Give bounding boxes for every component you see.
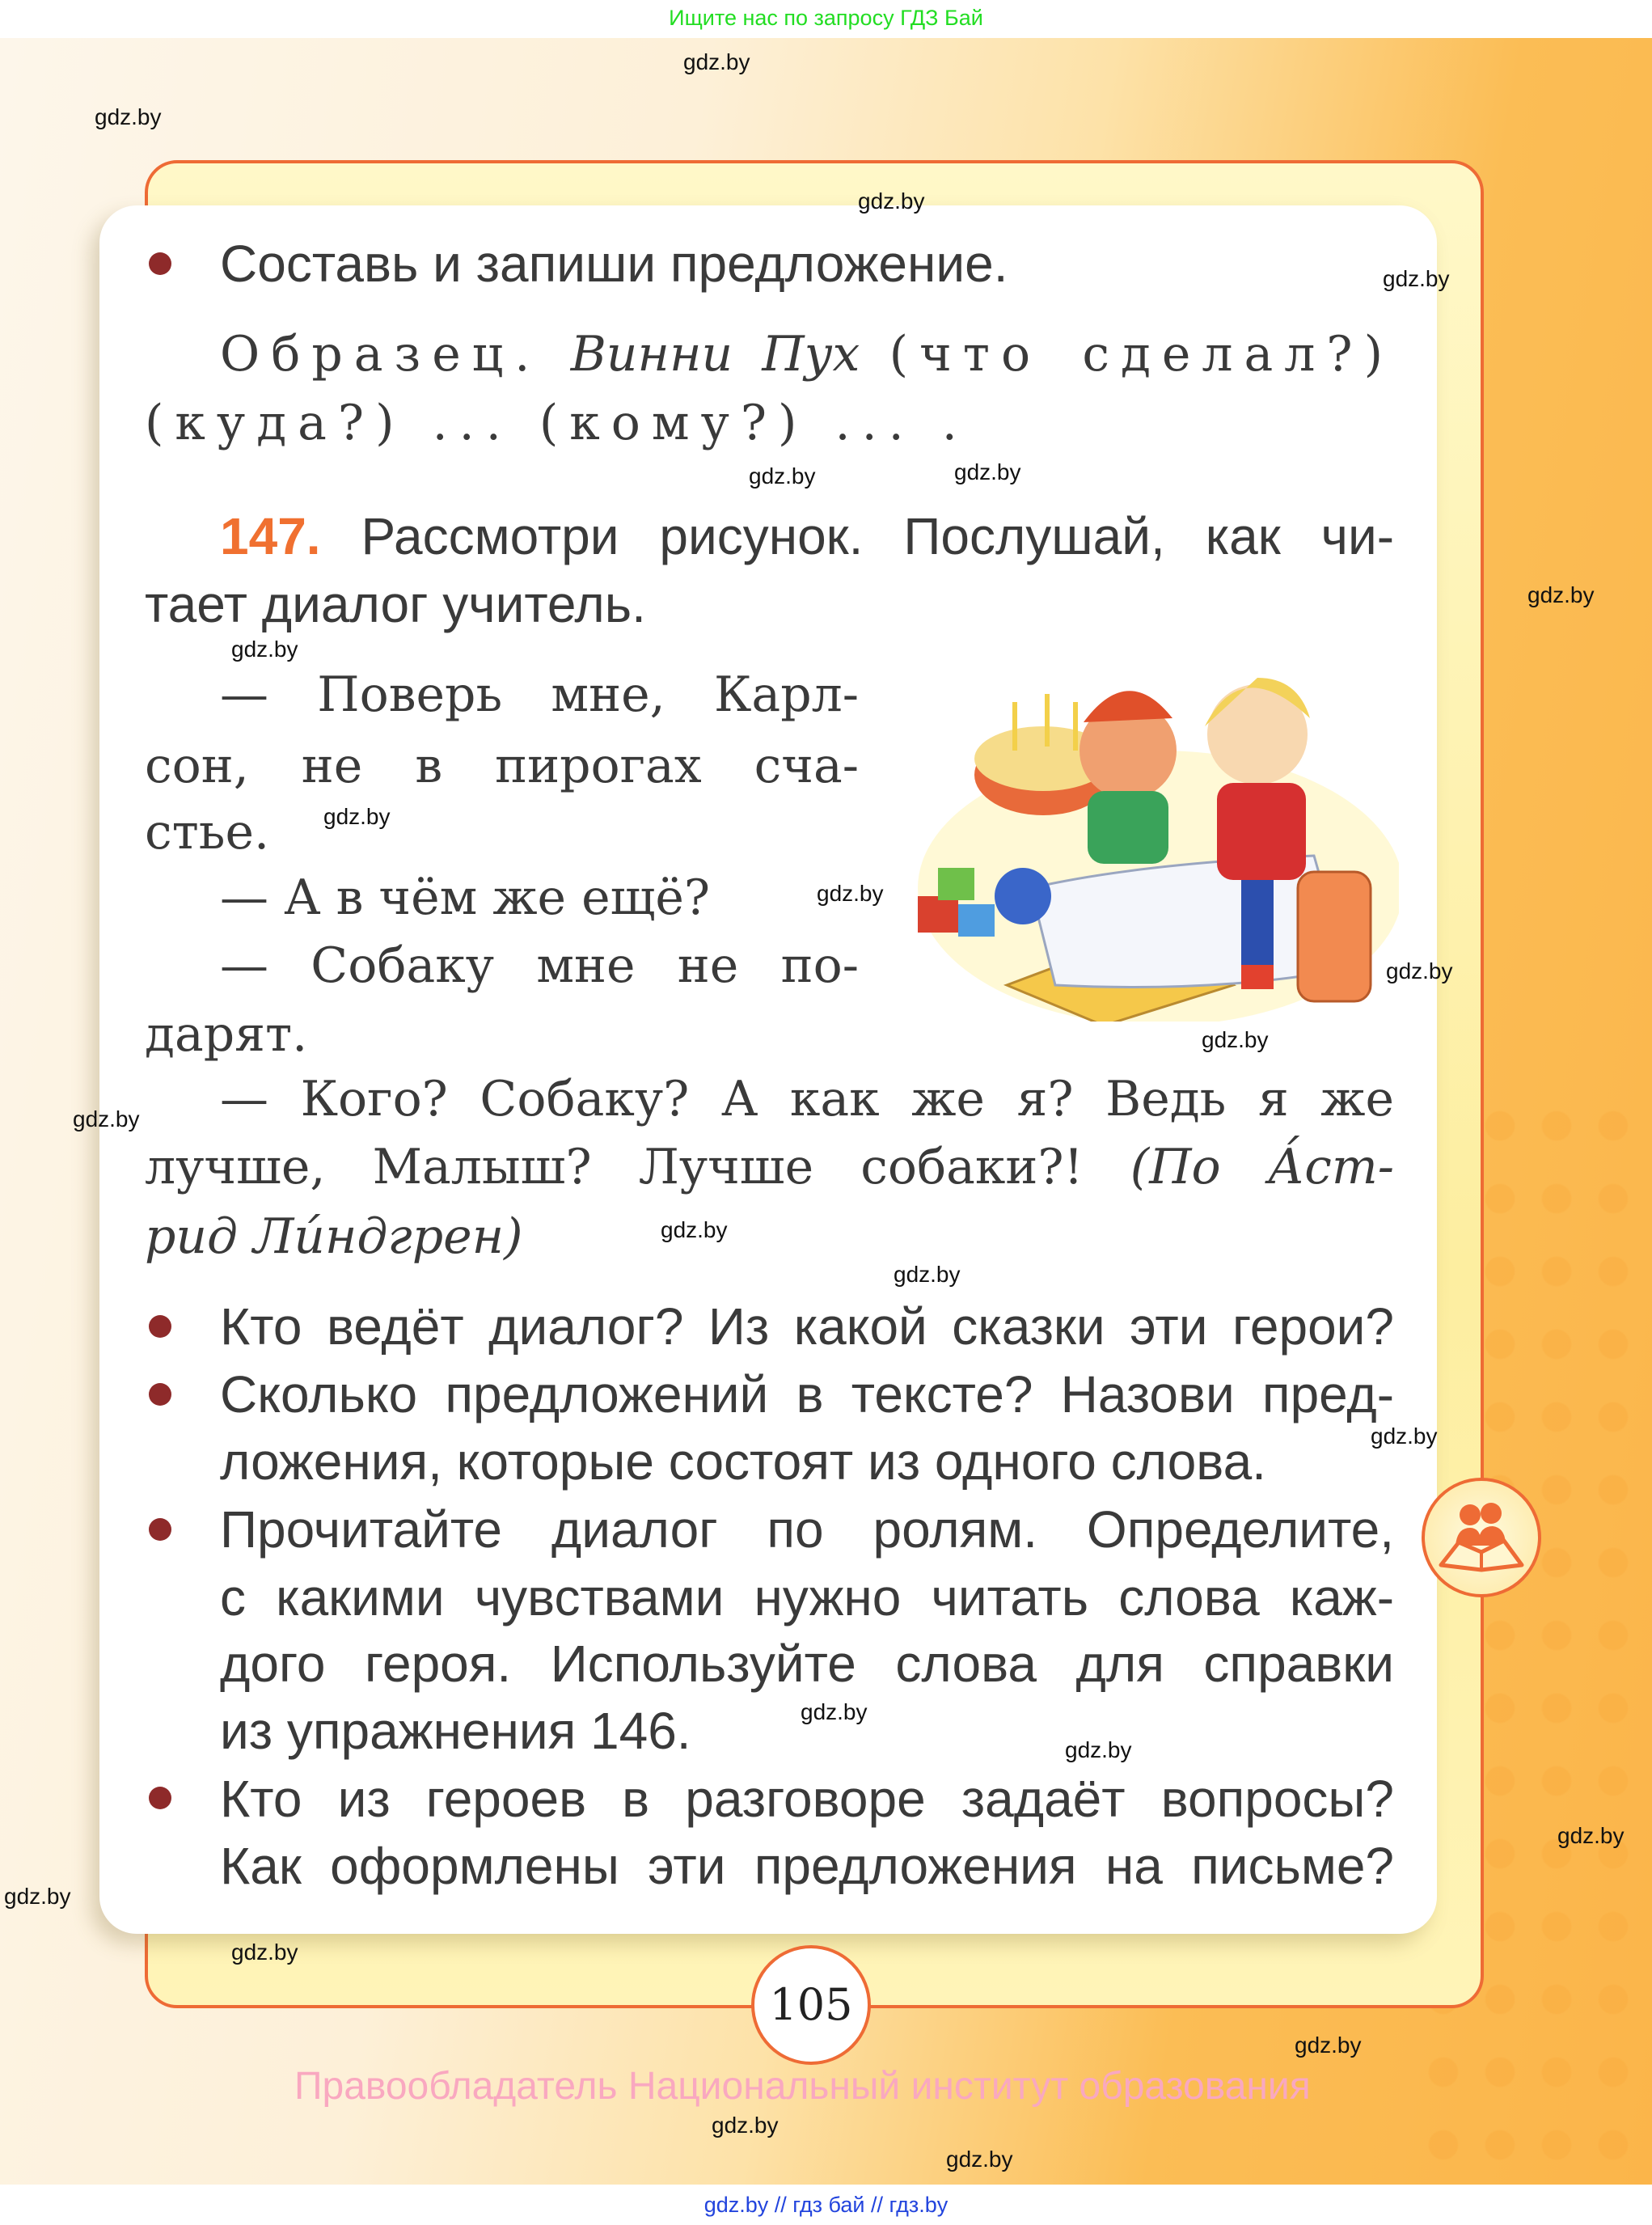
sample-label: Образец. bbox=[220, 326, 542, 383]
sample-subject: Винни Пух bbox=[570, 326, 860, 383]
sample-question-1: (что сделал?) bbox=[889, 326, 1394, 383]
watermark: gdz.by bbox=[323, 804, 391, 829]
watermark: gdz.by bbox=[954, 459, 1021, 484]
watermark: gdz.by bbox=[858, 188, 925, 214]
watermark: gdz.by bbox=[712, 2113, 779, 2138]
exercise-number: 147. bbox=[220, 507, 321, 565]
question-2-cont: ложения, которые состоят из одного слова. bbox=[220, 1432, 1266, 1491]
watermark: gdz.by bbox=[73, 1106, 140, 1132]
watermark: gdz.by bbox=[4, 1884, 71, 1909]
watermark: gdz.by bbox=[801, 1699, 868, 1724]
watermark: gdz.by bbox=[817, 881, 884, 906]
bullet bbox=[149, 1518, 171, 1541]
dialogue-line: — Поверь мне, Карл- bbox=[220, 666, 859, 723]
illustration-carlson-and-kid bbox=[894, 645, 1399, 1022]
sample-line-1 bbox=[220, 321, 1394, 387]
dialogue-text: лучше, Малыш? Лучше собаки?! bbox=[145, 1139, 1084, 1195]
dialogue-line: стье. bbox=[145, 804, 270, 861]
dialogue-line: — Кого? Собаку? А как же я? Ведь я же bbox=[220, 1071, 1394, 1127]
question-1: Кто ведёт диалог? Из какой сказки эти герои? bbox=[220, 1297, 1394, 1356]
dialogue-line: сон, не в пирогах сча- bbox=[145, 738, 859, 794]
question-3-cont: из упражнения 146. bbox=[220, 1702, 691, 1760]
watermark: gdz.by bbox=[1557, 1823, 1625, 1848]
watermark: gdz.by bbox=[1386, 958, 1453, 983]
watermark: gdz.by bbox=[1383, 266, 1450, 291]
watermark: gdz.by bbox=[95, 104, 162, 129]
watermark: gdz.by bbox=[683, 49, 750, 74]
watermark: gdz.by bbox=[1527, 582, 1595, 607]
sample-line-2: (куда?) ... (кому?) ... . bbox=[145, 395, 969, 451]
question-3: Прочитайте диалог по ролям. Определите, bbox=[220, 1500, 1394, 1559]
watermark: gdz.by bbox=[894, 1262, 961, 1287]
watermark: gdz.by bbox=[231, 637, 298, 662]
reading-together-icon bbox=[1422, 1478, 1541, 1597]
exercise-text: Рассмотри рисунок. Послушай, как чи- bbox=[361, 507, 1394, 565]
top-banner[interactable]: Ищите нас по запросу ГДЗ Бай bbox=[0, 0, 1652, 38]
author-credit: (По А́ст- bbox=[1130, 1139, 1394, 1195]
question-2: Сколько предложений в тексте? Назови пред- bbox=[220, 1365, 1394, 1423]
bullet bbox=[149, 252, 171, 275]
watermark: gdz.by bbox=[231, 1939, 298, 1965]
copyright-notice: Правообладатель Национальный институт образования bbox=[294, 2065, 1311, 2108]
bullet bbox=[149, 1787, 171, 1809]
dialogue-line bbox=[145, 1134, 1394, 1200]
question-4-cont: Как оформлены эти предложения на письме? bbox=[220, 1837, 1394, 1895]
bullet bbox=[149, 1383, 171, 1406]
question-3-cont: с какими чувствами нужно читать слова каж- bbox=[220, 1568, 1394, 1626]
watermark: gdz.by bbox=[1065, 1737, 1132, 1762]
task-intro: Составь и запиши предложение. bbox=[220, 235, 1008, 293]
bullet bbox=[149, 1315, 171, 1338]
dialogue-line: дарят. bbox=[145, 1006, 308, 1063]
dialogue-line: — Собаку мне не по- bbox=[220, 937, 859, 994]
bottom-banner[interactable]: gdz.by // гдз бай // гдз.by bbox=[0, 2185, 1652, 2224]
watermark: gdz.by bbox=[749, 463, 816, 489]
question-3-cont: дого героя. Используйте слова для справки bbox=[220, 1635, 1394, 1693]
question-4: Кто из героев в разговоре задаёт вопросы? bbox=[220, 1770, 1394, 1828]
watermark: gdz.by bbox=[1295, 2033, 1362, 2058]
author-credit-cont: рид Ли́ндгрен) bbox=[145, 1208, 523, 1265]
page-number: 105 bbox=[751, 1945, 871, 2065]
exercise-line-2: тает диалог учитель. bbox=[145, 575, 646, 633]
watermark: gdz.by bbox=[1202, 1027, 1269, 1052]
watermark: gdz.by bbox=[1371, 1423, 1438, 1449]
exercise-line-1 bbox=[220, 503, 1394, 569]
dialogue-line: — А в чём же ещё? bbox=[220, 869, 711, 926]
watermark: gdz.by bbox=[661, 1217, 728, 1242]
watermark: gdz.by bbox=[946, 2147, 1013, 2172]
